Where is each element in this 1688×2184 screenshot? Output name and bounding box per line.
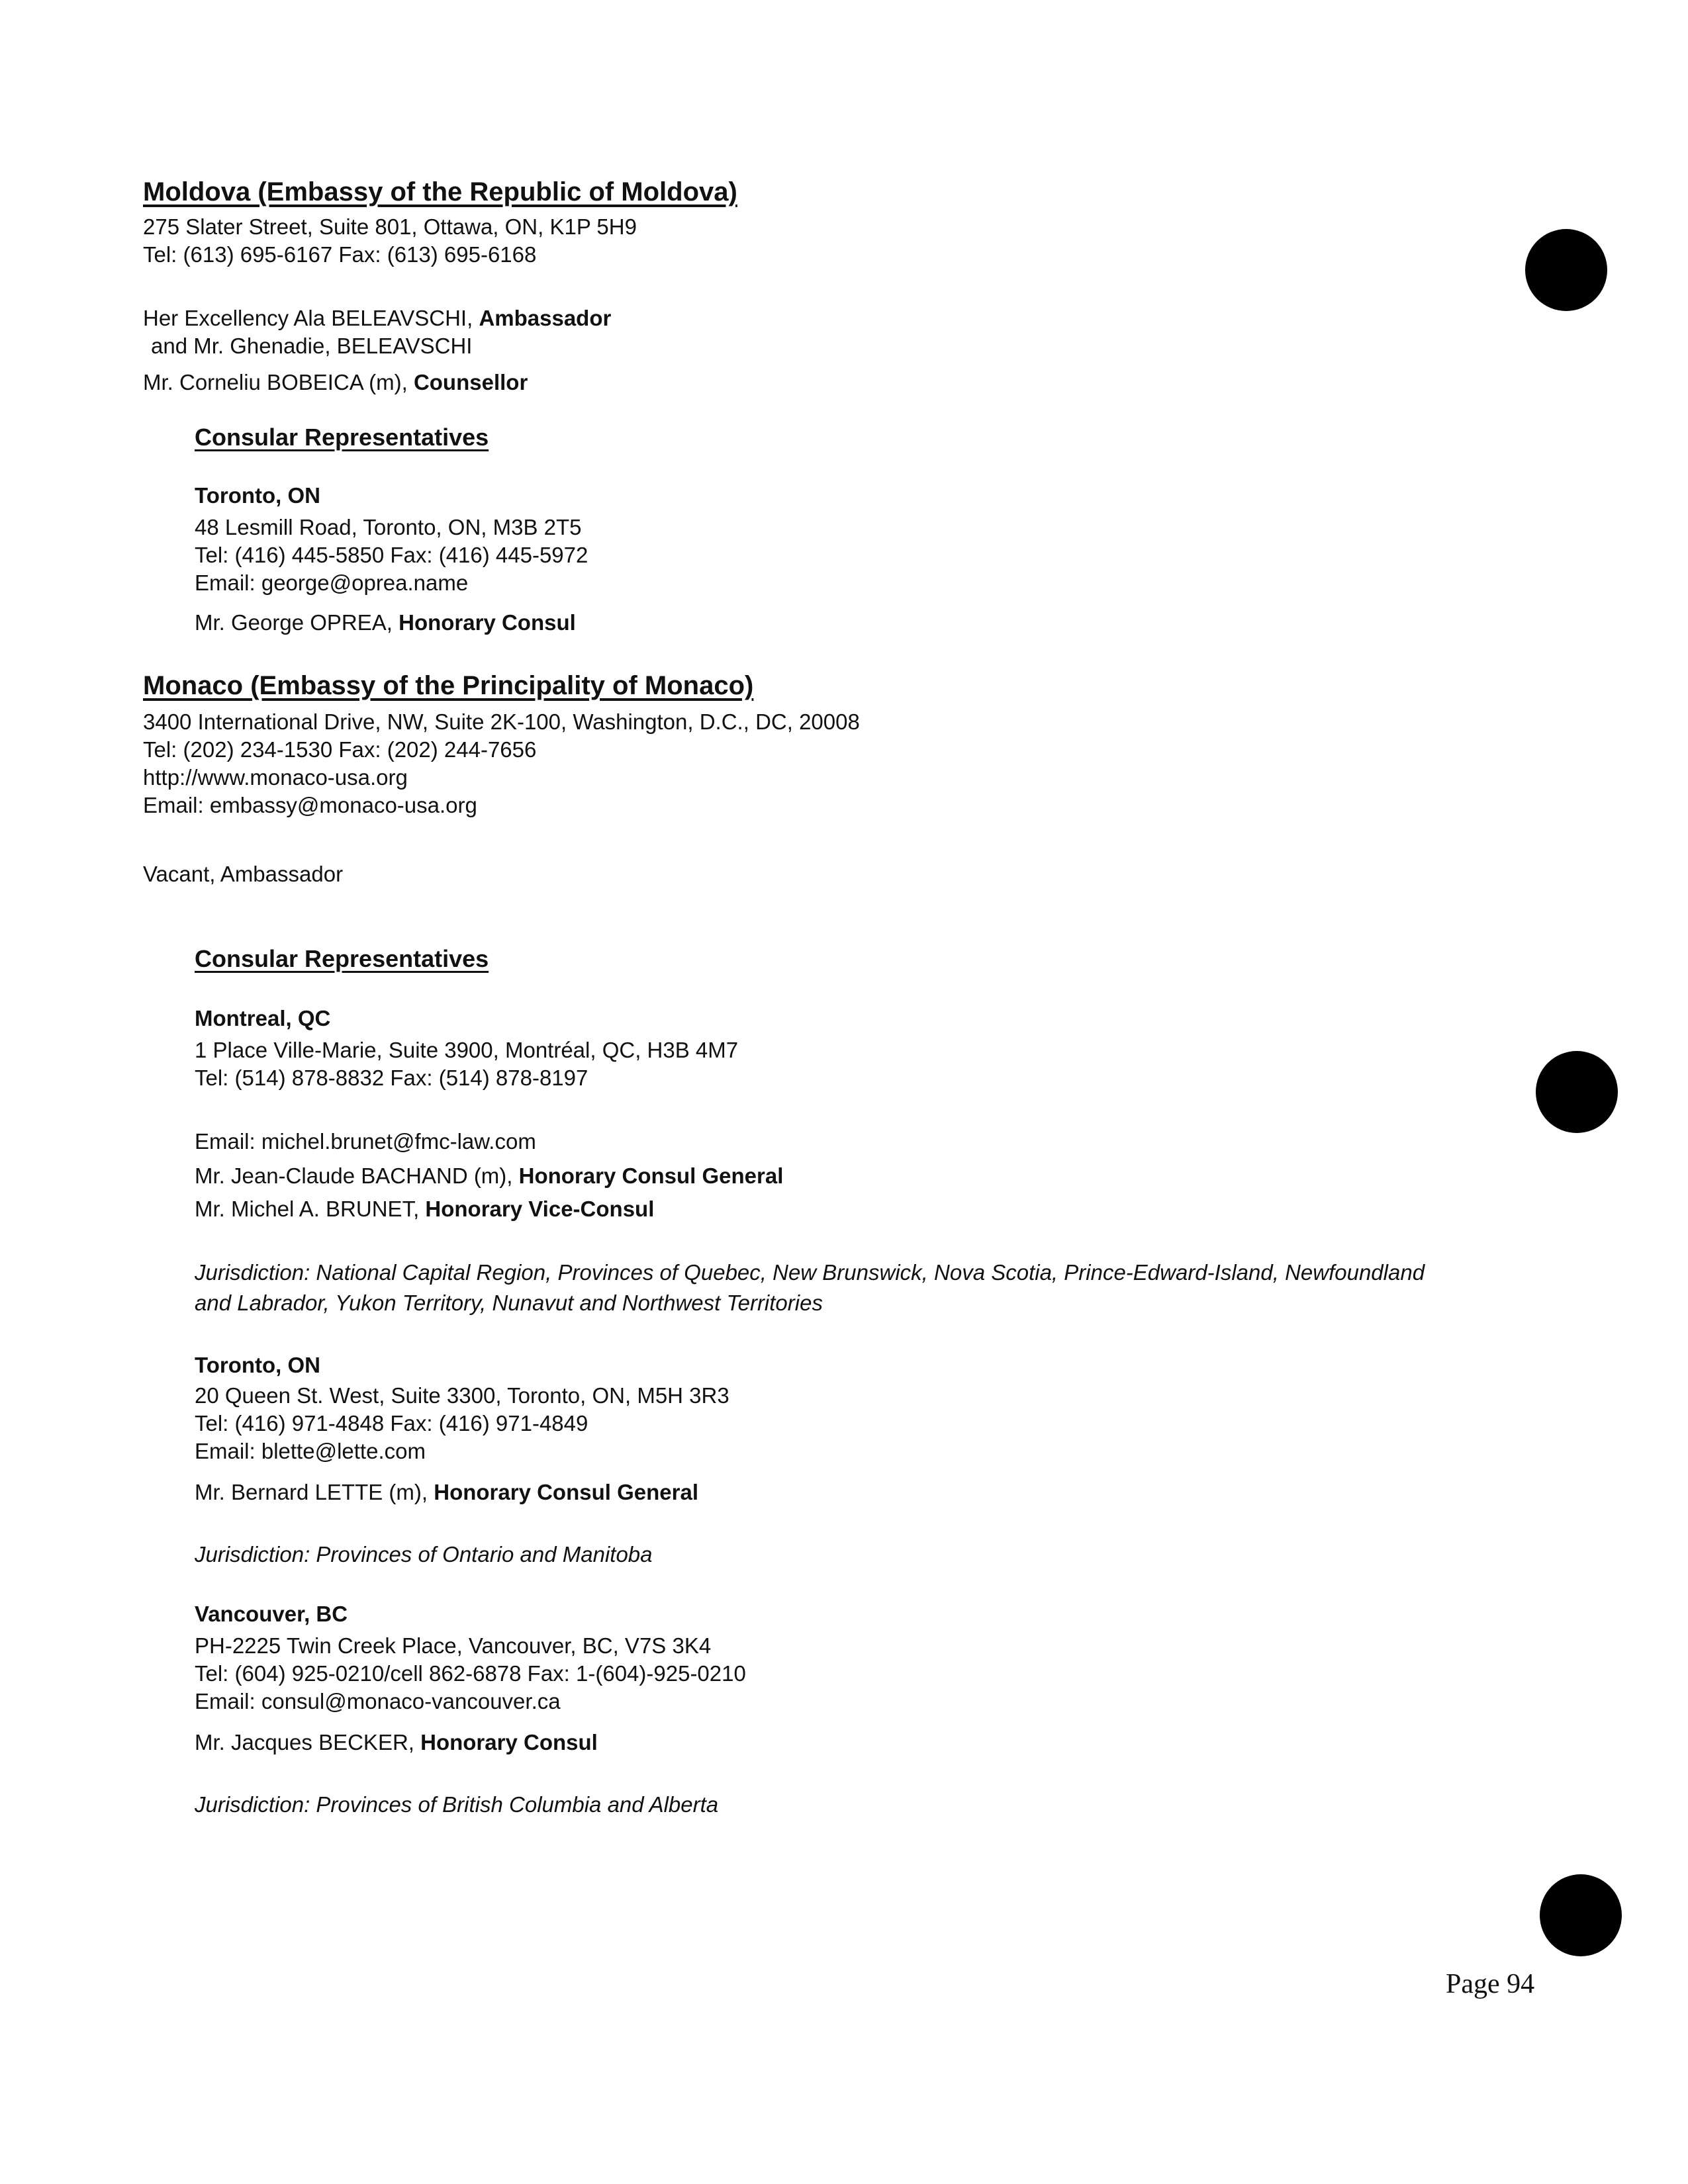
monaco-website: http://www.monaco-usa.org	[143, 765, 408, 790]
moldova-phone: Tel: (613) 695-6167 Fax: (613) 695-6168	[143, 242, 537, 267]
monaco-montreal-role2: Honorary Vice-Consul	[425, 1197, 655, 1221]
moldova-toronto-person: Mr. George OPREA,	[195, 610, 399, 635]
monaco-vancouver-role: Honorary Consul	[420, 1730, 598, 1754]
moldova-counsellor	[143, 369, 528, 396]
page-number: Page 94	[1446, 1969, 1535, 1999]
moldova-consular-heading: Consular Representatives	[195, 424, 489, 451]
monaco-address: 3400 International Drive, NW, Suite 2K-100, Washington, D.C., DC, 20008	[143, 709, 860, 734]
monaco-vancouver-phone: Tel: (604) 925-0210/cell 862-6878 Fax: 1-(604)-925-0210	[195, 1661, 746, 1686]
monaco-montreal-person1: Mr. Jean-Claude BACHAND (m),	[195, 1163, 519, 1188]
moldova-counsellor-name: Mr. Corneliu BOBEICA (m),	[143, 370, 414, 394]
monaco-montreal-person2: Mr. Michel A. BRUNET,	[195, 1197, 426, 1221]
monaco-montreal-vice-consul	[195, 1195, 654, 1223]
monaco-vancouver-email: Email: consul@monaco-vancouver.ca	[195, 1689, 561, 1713]
moldova-toronto-email: Email: george@oprea.name	[195, 570, 469, 595]
moldova-ambassador	[143, 304, 611, 332]
moldova-spouse: and Mr. Ghenadie, BELEAVSCHI	[151, 334, 473, 358]
monaco-vancouver-jurisdiction: Jurisdiction: Provinces of British Columbia and Alberta	[195, 1792, 719, 1817]
monaco-phone: Tel: (202) 234-1530 Fax: (202) 244-7656	[143, 737, 537, 762]
moldova-ambassador-name: Her Excellency Ala BELEAVSCHI,	[143, 306, 479, 330]
moldova-toronto-city: Toronto, ON	[195, 483, 321, 508]
binder-hole-bottom	[1540, 1874, 1622, 1956]
monaco-montreal-address: 1 Place Ville-Marie, Suite 3900, Montréal, QC, H3B 4M7	[195, 1038, 739, 1062]
monaco-toronto-role: Honorary Consul General	[434, 1480, 698, 1504]
monaco-email: Email: embassy@monaco-usa.org	[143, 793, 477, 817]
monaco-montreal-city: Montreal, QC	[195, 1006, 331, 1030]
monaco-title: Monaco (Embassy of the Principality of Monaco)	[143, 671, 754, 700]
binder-hole-middle	[1536, 1051, 1618, 1133]
monaco-vancouver-city: Vancouver, BC	[195, 1602, 348, 1626]
monaco-toronto-phone: Tel: (416) 971-4848 Fax: (416) 971-4849	[195, 1411, 588, 1435]
moldova-toronto-role: Honorary Consul	[399, 610, 576, 635]
monaco-toronto-consul	[195, 1479, 698, 1506]
monaco-toronto-email: Email: blette@lette.com	[195, 1439, 426, 1463]
monaco-montreal-role1: Honorary Consul General	[518, 1163, 784, 1188]
moldova-ambassador-role: Ambassador	[479, 306, 612, 330]
moldova-toronto-address: 48 Lesmill Road, Toronto, ON, M3B 2T5	[195, 515, 582, 539]
binder-hole-top	[1525, 229, 1607, 311]
moldova-address: 275 Slater Street, Suite 801, Ottawa, ON, K1P 5H9	[143, 214, 637, 239]
monaco-vancouver-consul	[195, 1729, 598, 1756]
monaco-vancouver-address: PH-2225 Twin Creek Place, Vancouver, BC, V7S 3K4	[195, 1633, 712, 1658]
monaco-toronto-address: 20 Queen St. West, Suite 3300, Toronto, ON, M5H 3R3	[195, 1383, 729, 1408]
monaco-vancouver-person: Mr. Jacques BECKER,	[195, 1730, 421, 1754]
monaco-toronto-jurisdiction: Jurisdiction: Provinces of Ontario and Manitoba	[195, 1542, 653, 1567]
moldova-toronto-phone: Tel: (416) 445-5850 Fax: (416) 445-5972	[195, 543, 588, 567]
moldova-toronto-consul	[195, 609, 576, 637]
monaco-consular-heading: Consular Representatives	[195, 945, 489, 972]
monaco-toronto-city: Toronto, ON	[195, 1353, 321, 1377]
monaco-toronto-person: Mr. Bernard LETTE (m),	[195, 1480, 434, 1504]
monaco-montreal-consul-general	[195, 1162, 783, 1190]
monaco-montreal-jurisdiction: Jurisdiction: National Capital Region, Provinces of Quebec, New Brunswick, Nova Scotia, Prince-Edward-Island, Newfoundland and Labrador, Yukon Territory, Nunavut and Northwest Territories	[195, 1260, 1425, 1315]
monaco-montreal-email: Email: michel.brunet@fmc-law.com	[195, 1129, 536, 1154]
monaco-montreal-phone: Tel: (514) 878-8832 Fax: (514) 878-8197	[195, 1066, 588, 1090]
monaco-ambassador: Vacant, Ambassador	[143, 862, 344, 886]
moldova-counsellor-role: Counsellor	[413, 370, 528, 394]
moldova-title: Moldova (Embassy of the Republic of Moldova)	[143, 177, 737, 206]
